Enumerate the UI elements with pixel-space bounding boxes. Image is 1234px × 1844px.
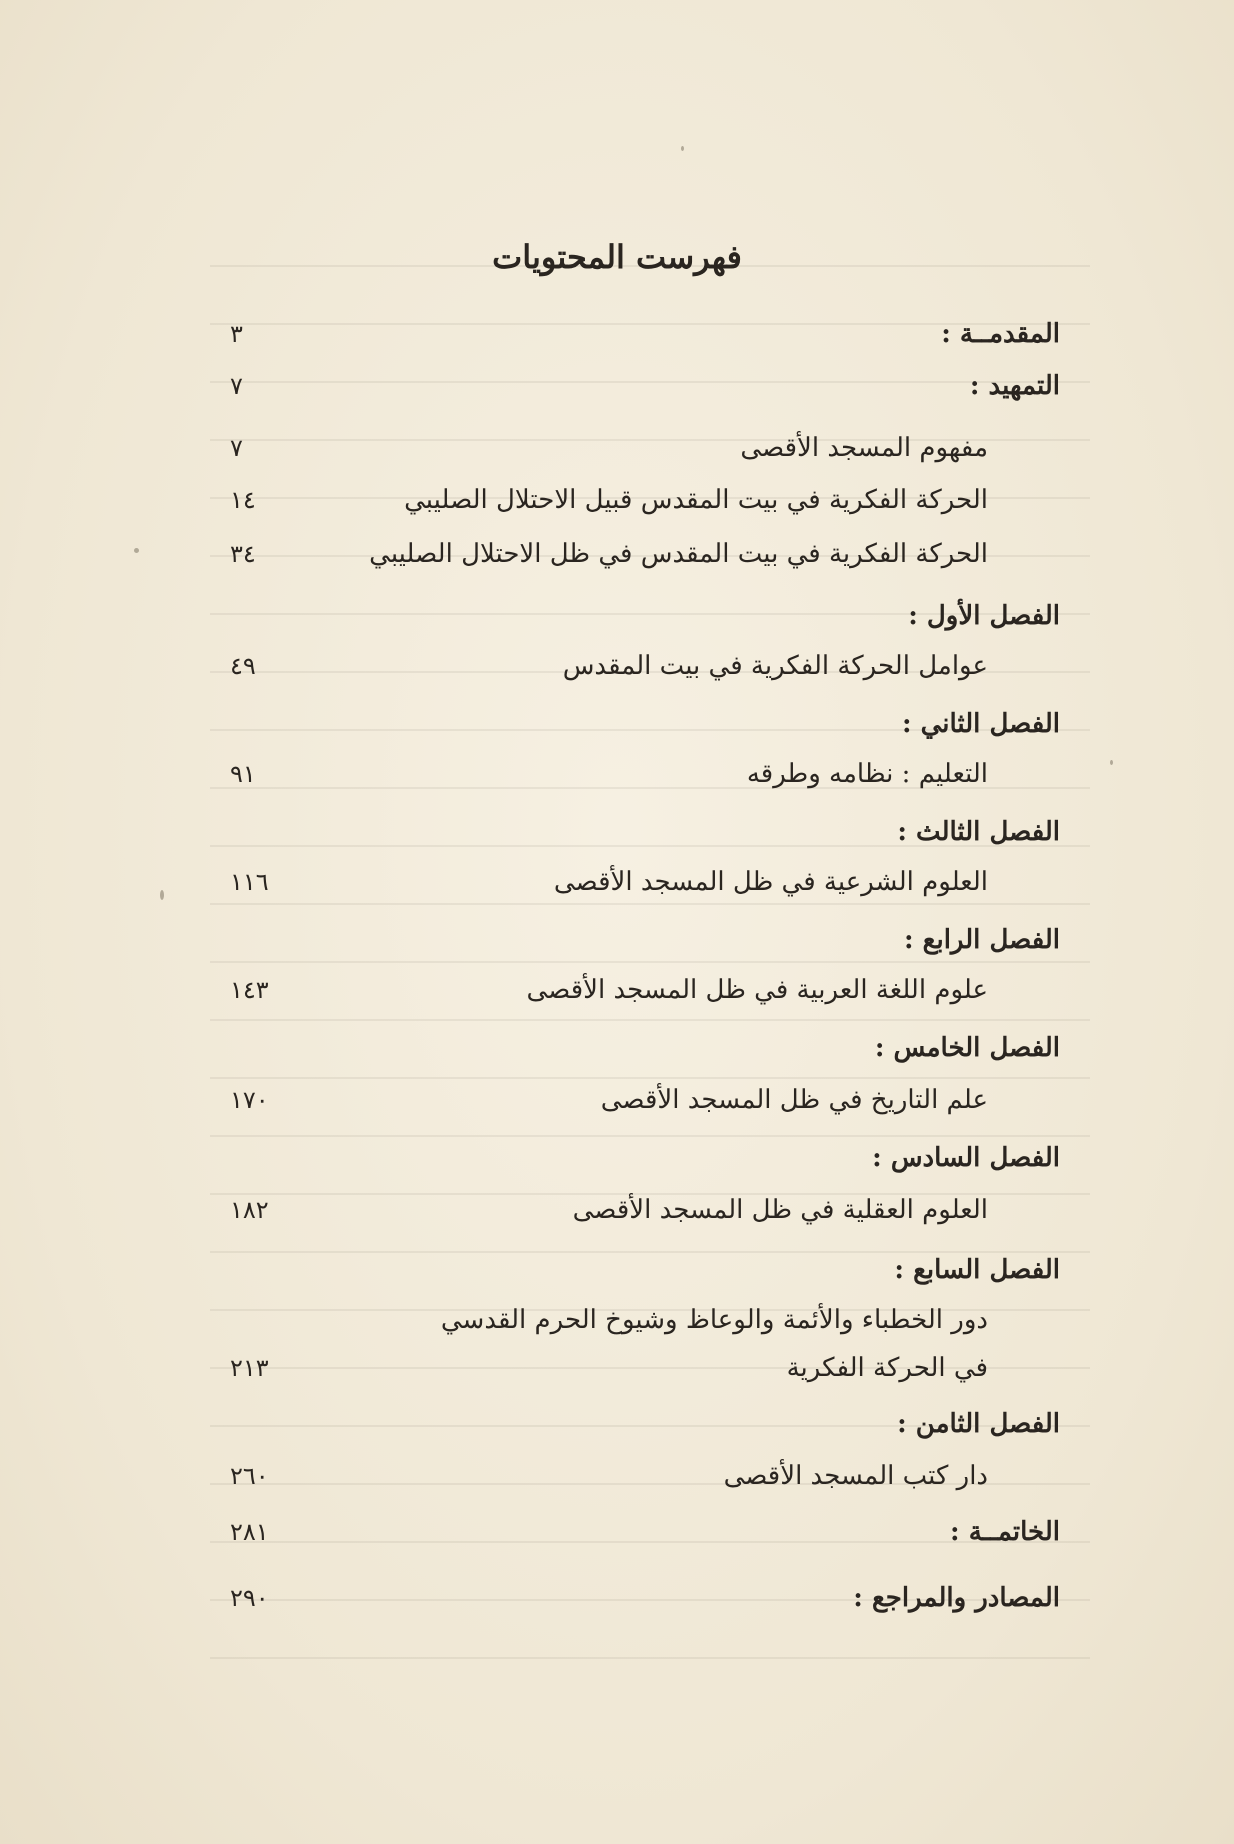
toc-entry-label: العلوم الشرعية في ظل المسجد الأقصى: [553, 867, 988, 897]
toc-subentry: [220, 966, 1060, 1014]
toc-chapter-8: [220, 1400, 1060, 1448]
toc-entry-page: ١٨٢: [230, 1196, 269, 1224]
toc-entry-label: المصادر والمراجع :: [853, 1583, 1060, 1613]
toc-entry-label: الفصل الأول :: [908, 601, 1060, 631]
paper-speck: [134, 548, 139, 553]
toc-subentry: [220, 1186, 1060, 1234]
toc-entry-page: ٣: [230, 320, 243, 348]
toc-entry-label: المقدمــة :: [941, 319, 1060, 349]
toc-chapter-6: [220, 1134, 1060, 1182]
toc-subentry: [220, 1296, 1060, 1392]
paper-speck: [160, 890, 164, 900]
toc-entry-label: الخاتمــة :: [950, 1517, 1060, 1547]
paper-speck: [681, 146, 684, 151]
toc-entry-label: التعليم : نظامه وطرقه: [746, 759, 988, 789]
toc-entry-label: دار كتب المسجد الأقصى: [723, 1461, 988, 1491]
paper-speck: [1110, 760, 1113, 765]
toc-subentry: [220, 424, 1060, 472]
toc-entry-page: ٣٤: [230, 540, 256, 568]
toc-entry-label: الفصل الثالث :: [897, 817, 1060, 847]
toc-entry-label: الفصل السابع :: [894, 1255, 1060, 1285]
toc-entry-page: ١١٦: [230, 868, 269, 896]
toc-entry-label: الفصل الثامن :: [897, 1409, 1060, 1439]
toc-entry-label: مفهوم المسجد الأقصى: [740, 433, 988, 463]
toc-entry-conclusion: [220, 1508, 1060, 1556]
toc-entry-label: الحركة الفكرية في بيت المقدس قبيل الاحتلال الصليبي: [404, 485, 988, 515]
toc-entry-page: ٢٦٠: [230, 1462, 269, 1490]
toc-entry-label: الفصل السادس :: [872, 1143, 1060, 1173]
toc-entry-label: علوم اللغة العربية في ظل المسجد الأقصى: [526, 975, 988, 1005]
toc-chapter-4: [220, 916, 1060, 964]
page-title: فهرست المحتويات: [492, 238, 742, 276]
toc-entry-label-continued: في الحركة الفكرية: [786, 1353, 988, 1383]
toc-entry-label: الفصل الخامس :: [874, 1033, 1060, 1063]
toc-subentry: [220, 530, 1060, 578]
toc-subentry: [220, 1452, 1060, 1500]
toc-entry-preface: [220, 362, 1060, 410]
toc-subentry: [220, 858, 1060, 906]
toc-entry-page: ١٧٠: [230, 1086, 269, 1114]
toc-entry-page: ٢٨١: [230, 1518, 269, 1546]
toc-entry-page: ٧: [230, 372, 243, 400]
toc-entry-label: علم التاريخ في ظل المسجد الأقصى: [600, 1085, 988, 1115]
toc-entry-label: الفصل الثاني :: [901, 709, 1060, 739]
toc-entry-introduction: [220, 310, 1060, 358]
toc-entry-label: دور الخطباء والأئمة والوعاظ وشيوخ الحرم القدسي: [440, 1305, 988, 1335]
toc-entry-page: ١٤٣: [230, 976, 269, 1004]
toc-entry-references: [220, 1574, 1060, 1622]
toc-entry-page: ١٤: [230, 486, 256, 514]
toc-entry-page: ٢٩٠: [230, 1584, 269, 1612]
toc-entry-page: ٢١٣: [230, 1354, 269, 1382]
toc-chapter-2: [220, 700, 1060, 748]
toc-chapter-1: [220, 592, 1060, 640]
toc-subentry: [220, 750, 1060, 798]
toc-entry-label: الفصل الرابع :: [903, 925, 1060, 955]
toc-chapter-5: [220, 1024, 1060, 1072]
toc-entry-label: عوامل الحركة الفكرية في بيت المقدس: [562, 651, 988, 681]
toc-entry-page: ٩١: [230, 760, 256, 788]
toc-entry-label: العلوم العقلية في ظل المسجد الأقصى: [572, 1195, 988, 1225]
toc-entry-label: الحركة الفكرية في بيت المقدس في ظل الاحتلال الصليبي: [369, 539, 988, 569]
toc-chapter-7: [220, 1246, 1060, 1294]
toc-entry-label: التمهيد :: [969, 371, 1060, 401]
toc-chapter-3: [220, 808, 1060, 856]
toc-subentry: [220, 1076, 1060, 1124]
toc-entry-page: ٧: [230, 434, 243, 462]
toc-subentry: [220, 642, 1060, 690]
toc-subentry: [220, 476, 1060, 524]
toc-entry-page: ٤٩: [230, 652, 256, 680]
